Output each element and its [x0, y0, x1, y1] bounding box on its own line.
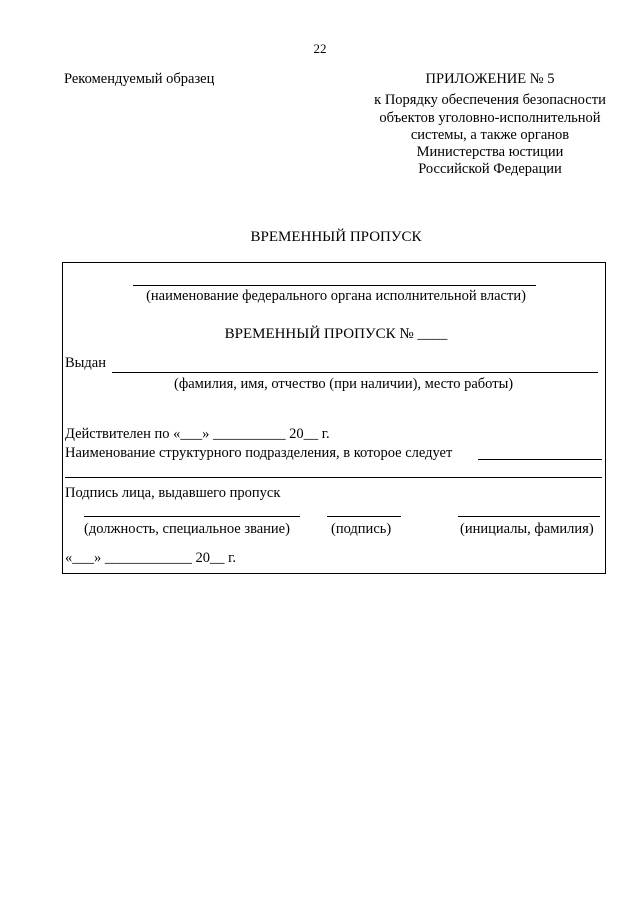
unit-label: Наименование структурного подразделения, в которое следует	[65, 445, 453, 461]
appendix-line: системы, а также органов	[410, 127, 570, 143]
issue-date-text: «___» ____________ 20__ г.	[65, 550, 237, 566]
unit-line-full	[65, 477, 602, 478]
name-caption: (инициалы, фамилия)	[460, 521, 594, 537]
recommended-sample-label: Рекомендуемый образец	[64, 71, 215, 87]
appendix-title: ПРИЛОЖЕНИЕ № 5	[425, 71, 555, 87]
document-title: ВРЕМЕННЫЙ ПРОПУСК	[250, 229, 422, 245]
page-number: 22	[313, 41, 327, 56]
signer-label: Подпись лица, выдавшего пропуск	[65, 485, 281, 501]
valid-until-text: Действителен по «___» __________ 20__ г.	[65, 426, 330, 442]
appendix-line: к Порядку обеспечения безопасности	[374, 92, 606, 108]
pass-number-title: ВРЕМЕННЫЙ ПРОПУСК № ____	[224, 326, 448, 342]
position-line	[84, 516, 300, 517]
signature-line	[327, 516, 401, 517]
appendix-line: объектов уголовно-исполнительной	[379, 110, 601, 126]
issued-to-line	[112, 372, 598, 373]
name-line	[458, 516, 600, 517]
position-caption: (должность, специальное звание)	[84, 521, 290, 537]
unit-line	[478, 459, 602, 460]
issued-label: Выдан	[65, 355, 106, 371]
issued-caption: (фамилия, имя, отчество (при наличии), место работы)	[174, 376, 514, 392]
appendix-line: Российской Федерации	[418, 161, 562, 177]
signature-caption: (подпись)	[331, 521, 392, 537]
org-name-caption: (наименование федерального органа исполнительной власти)	[146, 288, 526, 304]
appendix-line: Министерства юстиции	[416, 144, 564, 160]
org-name-line	[133, 285, 536, 286]
